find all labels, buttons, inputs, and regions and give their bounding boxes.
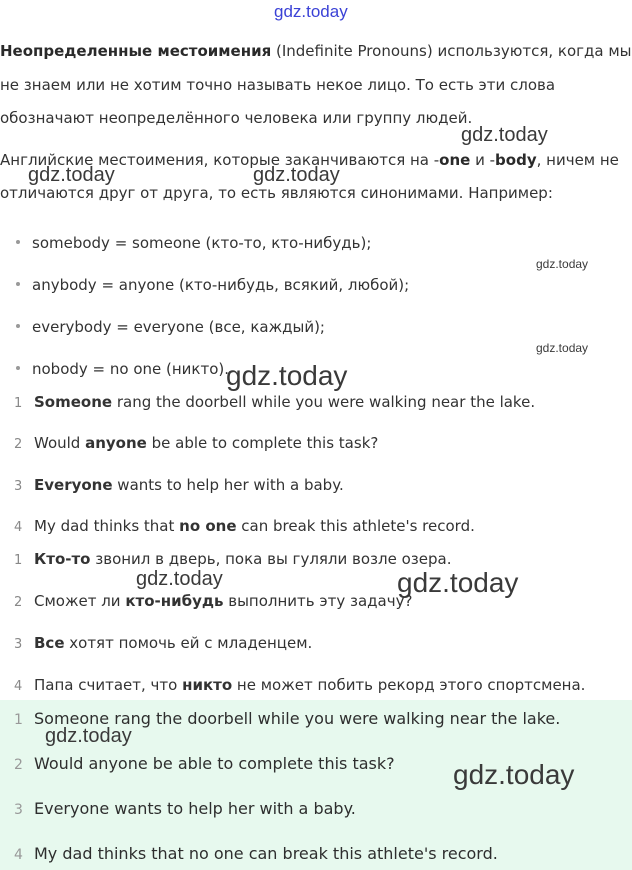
bullet-text: nobody = no one (никто). bbox=[32, 360, 230, 378]
sentence-text: хотят помочь ей с младенцем. bbox=[64, 634, 313, 652]
pronoun-bold: никто bbox=[182, 676, 233, 694]
answer-sentence bbox=[14, 844, 498, 863]
sentence-text: Would anyone be able to complete this task? bbox=[34, 754, 395, 773]
intro-line-1 bbox=[0, 42, 632, 60]
sentence-text: Someone rang the doorbell while you were walking near the lake. bbox=[34, 709, 561, 728]
item-number: 2 bbox=[14, 595, 23, 610]
bullet-item bbox=[16, 276, 409, 294]
english-sentence bbox=[14, 517, 475, 535]
bullet-item bbox=[16, 318, 325, 336]
item-number: 3 bbox=[14, 479, 23, 494]
intro-line-3: обозначают неопределённого человека или группу людей. bbox=[0, 109, 473, 127]
english-sentence bbox=[14, 434, 378, 452]
term-bold: Неопределенные местоимения bbox=[0, 42, 272, 60]
watermark: gdz.today bbox=[28, 164, 115, 186]
bullet-item bbox=[16, 234, 371, 252]
watermark: gdz.today bbox=[397, 567, 519, 598]
suffix-bold: one bbox=[439, 151, 471, 169]
item-number: 4 bbox=[14, 520, 23, 535]
sentence-text: My dad thinks that bbox=[34, 517, 180, 535]
pronoun-bold: Все bbox=[34, 634, 65, 652]
item-number: 4 bbox=[14, 679, 23, 694]
sentence-text: Сможет ли bbox=[34, 592, 126, 610]
item-number: 1 bbox=[14, 712, 23, 728]
bullet-dot-icon bbox=[16, 366, 20, 370]
watermark: gdz.today bbox=[536, 341, 589, 355]
pronoun-bold: anyone bbox=[85, 434, 147, 452]
answer-sentence bbox=[14, 754, 395, 773]
item-number: 3 bbox=[14, 802, 23, 818]
watermark: gdz.today bbox=[461, 124, 548, 146]
bullet-dot-icon bbox=[16, 324, 20, 328]
item-number: 2 bbox=[14, 757, 23, 773]
watermark: gdz.today bbox=[45, 725, 132, 747]
item-number: 1 bbox=[14, 553, 23, 568]
watermark: gdz.today bbox=[253, 164, 340, 186]
watermark: gdz.today bbox=[136, 568, 223, 590]
pronoun-bold: no one bbox=[179, 517, 237, 535]
sentence-text: rang the doorbell while you were walking near the lake. bbox=[112, 393, 536, 411]
intro-text: (Indefinite Pronouns) используются, когда мы bbox=[271, 42, 632, 60]
russian-sentence bbox=[14, 634, 312, 652]
sentence-text: wants to help her with a baby. bbox=[112, 476, 344, 494]
pronoun-bold: Someone bbox=[34, 393, 113, 411]
english-sentence bbox=[14, 476, 344, 494]
bullet-dot-icon bbox=[16, 282, 20, 286]
russian-sentence bbox=[14, 550, 451, 568]
intro-text: , ничем не bbox=[536, 151, 619, 169]
item-number: 2 bbox=[14, 437, 23, 452]
sentence-text: Would bbox=[34, 434, 86, 452]
english-sentence bbox=[14, 393, 535, 411]
russian-sentence bbox=[14, 676, 585, 694]
bullet-text: everybody = everyone (все, каждый); bbox=[32, 318, 325, 336]
pronoun-bold: Кто-то bbox=[34, 550, 91, 568]
intro-text: и - bbox=[470, 151, 496, 169]
bullet-text: anybody = anyone (кто-нибудь, всякий, любой); bbox=[32, 276, 410, 294]
item-number: 4 bbox=[14, 847, 23, 863]
russian-sentence bbox=[14, 592, 412, 610]
bullet-text: somebody = someone (кто-то, кто-нибудь); bbox=[32, 234, 372, 252]
sentence-text: Everyone wants to help her with a baby. bbox=[34, 799, 356, 818]
answer-sentence bbox=[14, 799, 356, 818]
bullet-dot-icon bbox=[16, 240, 20, 244]
watermark-top: gdz.today bbox=[274, 2, 348, 21]
intro-text: Английские местоимения, которые заканчиваются на - bbox=[0, 151, 440, 169]
watermark: gdz.today bbox=[226, 360, 348, 391]
sentence-text: не может побить рекорд этого спортсмена. bbox=[232, 676, 586, 694]
watermark: gdz.today bbox=[536, 257, 589, 271]
sentence-text: звонил в дверь, пока вы гуляли возле озера. bbox=[90, 550, 452, 568]
sentence-text: be able to complete this task? bbox=[146, 434, 379, 452]
sentence-text: My dad thinks that no one can break this athlete's record. bbox=[34, 844, 498, 863]
item-number: 1 bbox=[14, 396, 23, 411]
item-number: 3 bbox=[14, 637, 23, 652]
pronoun-bold: кто-нибудь bbox=[125, 592, 224, 610]
intro-line-2: не знаем или не хотим точно называть некое лицо. То есть эти слова bbox=[0, 76, 556, 94]
sentence-text: can break this athlete's record. bbox=[236, 517, 475, 535]
watermark: gdz.today bbox=[453, 759, 575, 790]
intro-line-5: отличаются друг от друга, то есть являются синонимами. Например: bbox=[0, 184, 553, 202]
sentence-text: Папа считает, что bbox=[34, 676, 183, 694]
pronoun-bold: Everyone bbox=[34, 476, 113, 494]
suffix-bold: body bbox=[495, 151, 537, 169]
sentence-text: выполнить эту задачу? bbox=[223, 592, 413, 610]
bullet-item bbox=[16, 360, 229, 378]
